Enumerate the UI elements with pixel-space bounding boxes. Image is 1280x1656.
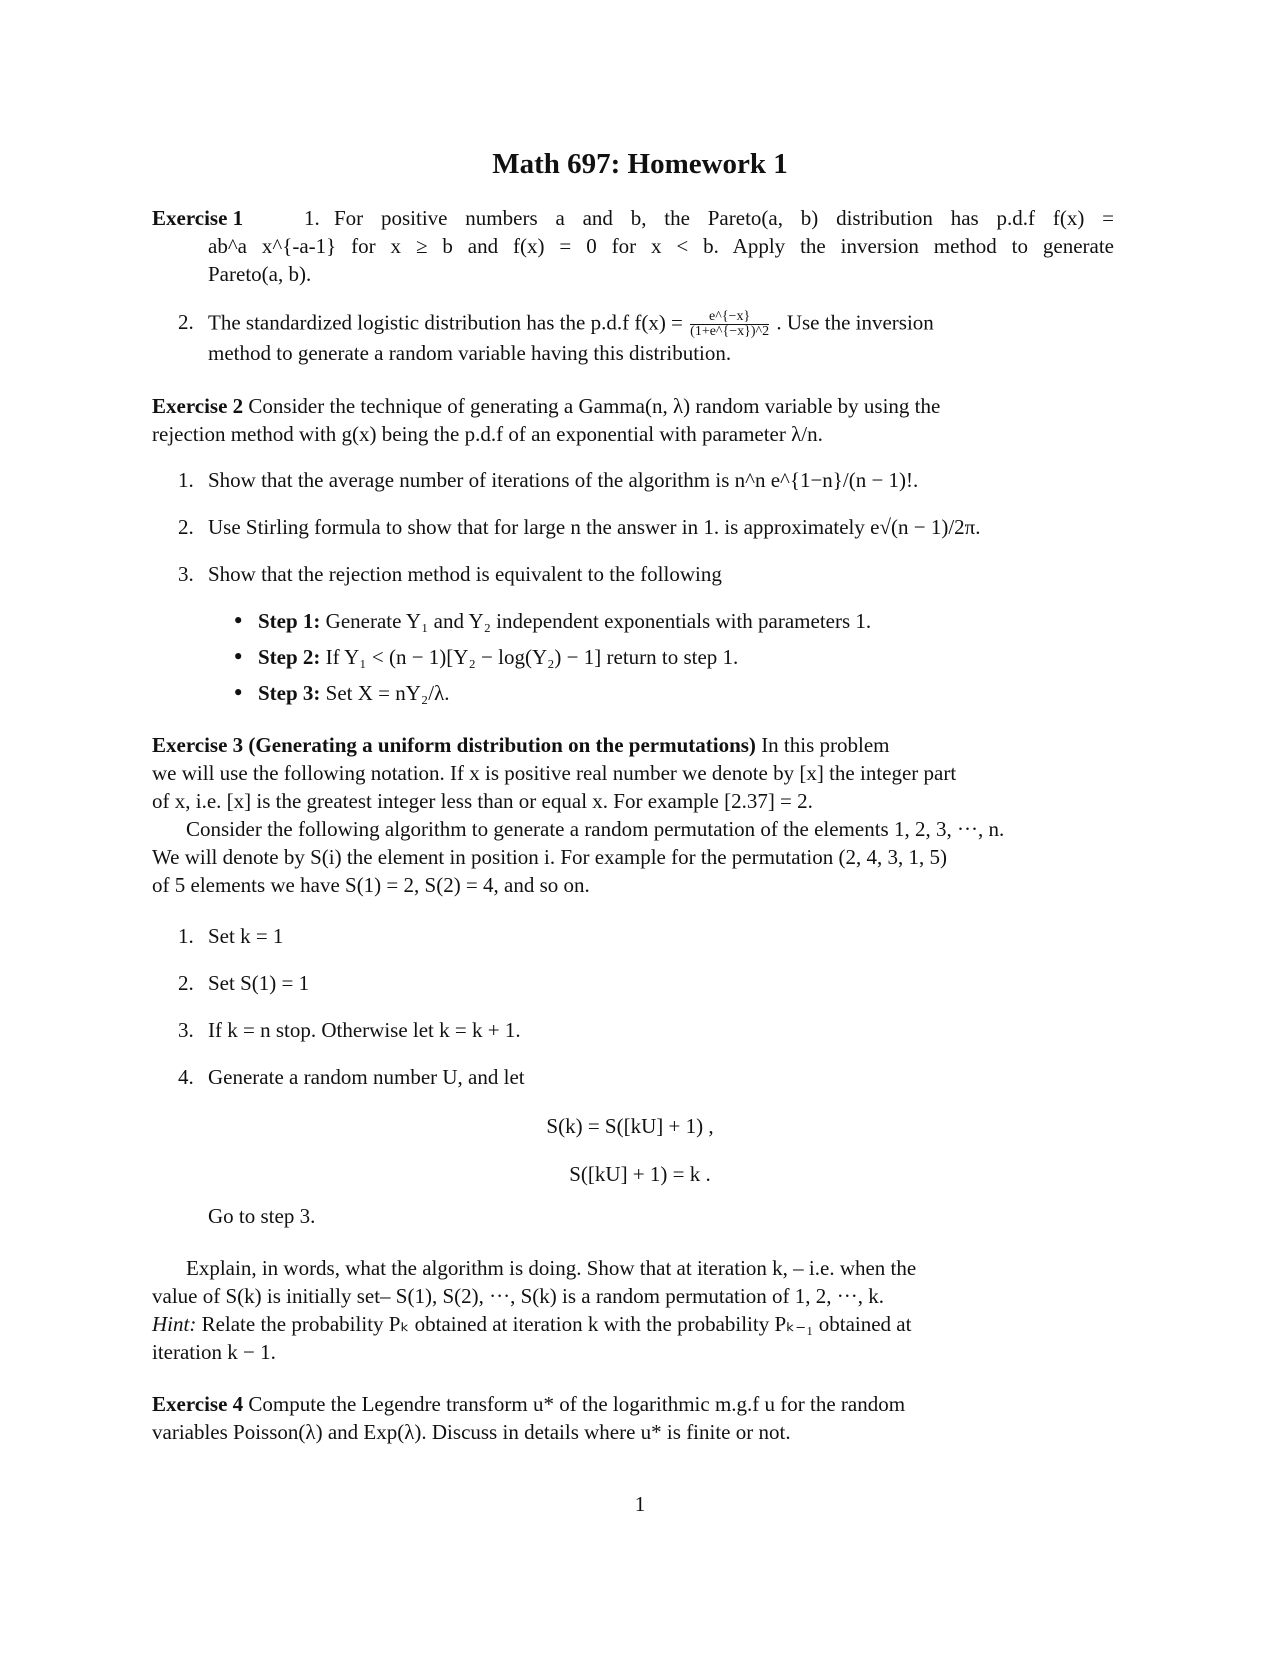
- ex3-item-2-text: Set S(1) = 1: [208, 971, 310, 995]
- step-1: [258, 609, 871, 634]
- exercise-3-para3-line-4: iteration k − 1.: [152, 1340, 276, 1364]
- exercise-2-line-1: [152, 394, 940, 419]
- step-3-label: Step 3:: [258, 681, 321, 705]
- ex1-item-2-number: 2.: [178, 310, 194, 334]
- ex3-item-3-number: 3.: [178, 1018, 194, 1042]
- exercise-3-para2-line-3: of 5 elements we have S(1) = 2, S(2) = 4, and so on.: [152, 873, 590, 897]
- exercise-3-para2-line-1: Consider the following algorithm to generate a random permutation of the elements 1, 2, 3, ···, n.: [186, 817, 1005, 841]
- page-title: Math 697: Homework 1: [492, 148, 788, 180]
- exercise-2-line-2: rejection method with g(x) being the p.d.f of an exponential with parameter λ/n.: [152, 422, 823, 446]
- hint-label: Hint:: [152, 1312, 197, 1336]
- ex1-item-2-text-a: The standardized logistic distribution has the p.d.f f(x) =: [208, 310, 683, 335]
- ex1-item-2-line-1: [208, 310, 934, 339]
- exercise-4-text: Compute the Legendre transform u* of the logarithmic m.g.f u for the random: [248, 1392, 906, 1416]
- exercise-3-para3-line-1: Explain, in words, what the algorithm is doing. Show that at iteration k, – i.e. when the: [186, 1256, 917, 1280]
- ex2-item-2-number: 2.: [178, 515, 194, 539]
- ex2-item-3-text: Show that the rejection method is equivalent to the following: [208, 562, 722, 586]
- exercise-3-para2-line-2: We will denote by S(i) the element in position i. For example for the permutation (2, 4, 3, 1, 5): [152, 845, 947, 869]
- ex3-item-1-number: 1.: [178, 924, 194, 948]
- ex1-item-2-text-b: . Use the inversion: [776, 310, 934, 335]
- ex1-item-1-number: 1.: [304, 206, 320, 230]
- ex2-item-1-number: 1.: [178, 468, 194, 492]
- ex1-item-1-line-1: For positive numbers a and b, the Pareto(a, b) distribution has p.d.f f(x) =: [334, 206, 1114, 230]
- ex3-item-4-number: 4.: [178, 1065, 194, 1089]
- ex1-item-1-line-2: ab^a x^{-a-1} for x ≥ b and f(x) = 0 for x < b. Apply the inversion method to generate: [208, 234, 1114, 258]
- ex3-item-3-text: If k = n stop. Otherwise let k = k + 1.: [208, 1018, 521, 1042]
- exercise-3-line-2: we will use the following notation. If x is positive real number we denote by [x] the integer part: [152, 761, 957, 785]
- exercise-3-hint-line: [152, 1312, 911, 1337]
- page-number: 1: [634, 1492, 646, 1516]
- step-1-label: Step 1:: [258, 609, 321, 633]
- exercise-4-line-1: [152, 1392, 905, 1417]
- fraction-numerator: e^{−x}: [709, 309, 751, 324]
- ex2-item-1-text: Show that the average number of iterations of the algorithm is n^n e^{1−n}/(n − 1)!.: [208, 468, 919, 492]
- step-2-text: If Y₁ < (n − 1)[Y₂ − log(Y₂) − 1] return to step 1.: [325, 645, 739, 669]
- step-1-text: Generate Y₁ and Y₂ independent exponentials with parameters 1.: [325, 609, 872, 633]
- exercise-1-label: Exercise 1: [152, 206, 244, 230]
- ex3-item-2-number: 2.: [178, 971, 194, 995]
- bullet-icon: •: [232, 681, 245, 705]
- ex2-item-3-number: 3.: [178, 562, 194, 586]
- bullet-icon: •: [232, 645, 245, 669]
- exercise-4-line-2: variables Poisson(λ) and Exp(λ). Discuss in details where u* is finite or not.: [152, 1420, 791, 1444]
- ex2-item-2-text: Use Stirling formula to show that for large n the answer in 1. is approximately e√(n − 1)/2π.: [208, 515, 981, 539]
- exercise-3-para3-line-2: value of S(k) is initially set– S(1), S(2), ···, S(k) is a random permutation of 1, 2, ···, k.: [152, 1284, 884, 1308]
- logistic-pdf-fraction: [690, 310, 769, 339]
- hint-text: Relate the probability Pₖ obtained at iteration k with the probability Pₖ₋₁ obtained at: [201, 1312, 912, 1336]
- equation-1: S(k) = S([kU] + 1) ,: [546, 1114, 714, 1138]
- goto-step-text: Go to step 3.: [208, 1204, 316, 1228]
- exercise-3-text: In this problem: [761, 733, 890, 757]
- fraction-denominator: (1+e^{−x})^2: [690, 324, 770, 339]
- exercise-2-text: Consider the technique of generating a Gamma(n, λ) random variable by using the: [248, 394, 941, 418]
- equation-2: S([kU] + 1) = k .: [569, 1162, 711, 1186]
- ex1-item-2-line-2: method to generate a random variable having this distribution.: [208, 341, 732, 365]
- step-2: [258, 645, 738, 670]
- exercise-2-label: Exercise 2: [152, 394, 244, 418]
- ex3-item-1-text: Set k = 1: [208, 924, 284, 948]
- exercise-3-line-1: [152, 733, 890, 758]
- bullet-icon: •: [232, 609, 245, 633]
- ex1-item-1-line-3: Pareto(a, b).: [208, 262, 312, 286]
- exercise-3-line-3: of x, i.e. [x] is the greatest integer less than or equal x. For example [2.37] = 2.: [152, 789, 813, 813]
- exercise-3-label: Exercise 3 (Generating a uniform distribution on the permutations): [152, 733, 756, 757]
- step-3-text: Set X = nY₂/λ.: [325, 681, 450, 705]
- step-3: [258, 681, 450, 706]
- exercise-4-label: Exercise 4: [152, 1392, 244, 1416]
- ex3-item-4-text: Generate a random number U, and let: [208, 1065, 525, 1089]
- step-2-label: Step 2:: [258, 645, 321, 669]
